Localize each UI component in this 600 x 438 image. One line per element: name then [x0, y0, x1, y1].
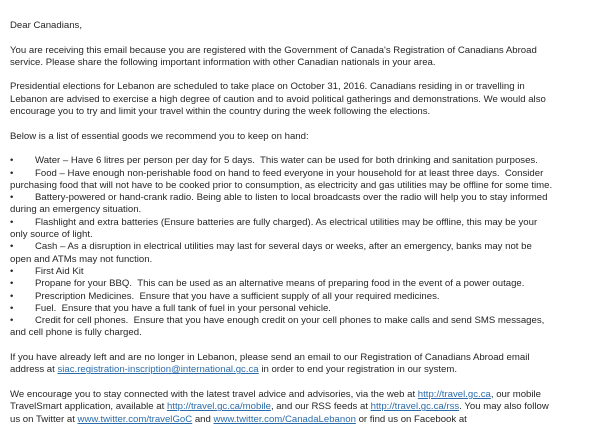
text-segment: If you have already left and are no longer in Lebanon, please send an email to our Registration of Canadians Abroad email — [10, 352, 530, 364]
salutation — [10, 20, 596, 32]
text-segment: . You may also follow — [459, 401, 549, 413]
text-line — [10, 131, 596, 143]
deregistration-paragraph — [10, 352, 596, 377]
bullet-marker: • — [10, 192, 14, 204]
text-line — [10, 315, 596, 327]
email-document — [10, 20, 596, 438]
text-segment: Fuel. Ensure that you have a full tank of fuel in your personal vehicle. — [35, 302, 331, 314]
text-line — [10, 20, 596, 32]
text-line — [10, 241, 596, 253]
text-segment: open and ATMs may not function. — [10, 253, 153, 265]
text-segment: , our mobile — [490, 388, 541, 400]
text-line — [10, 389, 596, 401]
text-segment: in order to end your registration in our system. — [258, 364, 458, 376]
text-segment: address at — [10, 364, 58, 376]
text-segment: You are receiving this email because you are registered with the Government of Canada's Registration of Canadians Abroad — [10, 44, 537, 56]
text-segment: service. Please share the following important information with other Canadian nationals in your area. — [10, 56, 436, 68]
text-line — [10, 364, 596, 376]
text-line — [10, 278, 596, 290]
text-segment: Water – Have 6 litres per person per day for 5 days. This water can be used for both drinking and sanitation purposes. — [35, 155, 538, 167]
travel-gc-ca-mobile-link[interactable]: http://travel.gc.ca/mobile — [166, 401, 271, 413]
travel-gc-ca-link[interactable]: http://travel.gc.ca — [417, 388, 491, 400]
bullet-marker: • — [10, 278, 14, 290]
text-segment: Presidential elections for Lebanon are scheduled to take place on October 31, 2016. Canadians residing in or travelling in — [10, 81, 525, 93]
bullet-marker: • — [10, 241, 14, 253]
text-segment: Credit for cell phones. Ensure that you have enough credit on your cell phones to make calls and send SMS messages, — [35, 315, 545, 327]
text-line — [10, 106, 596, 118]
text-line — [10, 155, 596, 167]
bullet-marker: • — [10, 265, 14, 277]
text-segment: Flashlight and extra batteries (Ensure batteries are fully charged). As electrical utilities may be offline, this may be your — [35, 216, 538, 228]
text-segment: Cash – As a disruption in electrical utilities may last for several days or weeks, after an emergency, banks may not be — [35, 241, 532, 253]
text-line — [10, 81, 596, 93]
text-line — [10, 180, 596, 192]
text-line — [10, 45, 596, 57]
text-segment: Dear Canadians, — [10, 20, 82, 31]
text-segment: only source of light. — [10, 229, 93, 241]
twitter-canadalebanon-link[interactable]: www.twitter.com/CanadaLebanon — [213, 413, 356, 425]
bullet-marker: • — [10, 167, 14, 179]
text-segment: or find us on Facebook at — [355, 413, 467, 425]
text-line — [10, 94, 596, 106]
text-segment: us on Twitter at — [10, 413, 78, 425]
text-segment: and cell phone is fully charged. — [10, 327, 142, 339]
bullet-marker: • — [10, 290, 14, 302]
text-segment: Lebanon are advised to exercise a high degree of caution and to avoid political gatherings and demonstrations. We would also — [10, 93, 546, 105]
text-segment: purchasing food that will not have to be cooked prior to consumption, as electricity and gas utilities may be offline for some time. — [10, 179, 553, 191]
bullet-marker: • — [10, 155, 14, 167]
text-line — [10, 168, 596, 180]
travel-gc-ca-rss-link[interactable]: http://travel.gc.ca/rss — [370, 401, 460, 413]
text-segment: during an emergency situation. — [10, 204, 142, 216]
text-segment: Prescription Medicines. Ensure that you have a sufficient supply of all your required medicines. — [35, 290, 440, 302]
text-segment: Propane for your BBQ. This can be used as an alternative means of preparing food in the event of a power outage. — [35, 278, 525, 290]
essential-goods-list — [10, 155, 596, 339]
text-line — [10, 266, 596, 278]
stay-connected-paragraph — [10, 389, 596, 426]
registration-email-link[interactable]: siac.registration-inscription@international.gc.ca — [57, 364, 259, 376]
text-segment: Food – Have enough non-perishable food on hand to feed everyone in your household for at least three days. Consider — [35, 167, 544, 179]
text-line — [10, 352, 596, 364]
text-line — [10, 229, 596, 241]
text-segment: , and our RSS feeds at — [270, 401, 371, 413]
bullet-marker: • — [10, 315, 14, 327]
text-line — [10, 204, 596, 216]
text-line — [10, 291, 596, 303]
text-segment: encourage you to try and limit your travel within the country during the week following the elections. — [10, 106, 431, 118]
text-line — [10, 303, 596, 315]
text-line — [10, 217, 596, 229]
intro-paragraph — [10, 45, 596, 70]
text-segment: TravelSmart application, available at — [10, 401, 167, 413]
text-line — [10, 192, 596, 204]
bullet-marker: • — [10, 302, 14, 314]
text-line — [10, 57, 596, 69]
list-intro — [10, 131, 596, 143]
text-segment: Below is a list of essential goods we recommend you to keep on hand: — [10, 130, 309, 142]
text-segment: Battery-powered or hand-crank radio. Being able to listen to local broadcasts over the radio will help you to stay informed — [35, 192, 548, 204]
text-segment: and — [192, 413, 214, 425]
text-line — [10, 254, 596, 266]
text-line — [10, 401, 596, 413]
twitter-travelgoc-link[interactable]: www.twitter.com/travelGoC — [77, 413, 193, 425]
text-segment: We encourage you to stay connected with the latest travel advice and advisories, via the web at — [10, 388, 418, 400]
bullet-marker: • — [10, 216, 14, 228]
text-line — [10, 414, 596, 426]
elections-advisory-paragraph — [10, 81, 596, 118]
text-segment: First Aid Kit — [35, 265, 84, 277]
text-line — [10, 327, 596, 339]
